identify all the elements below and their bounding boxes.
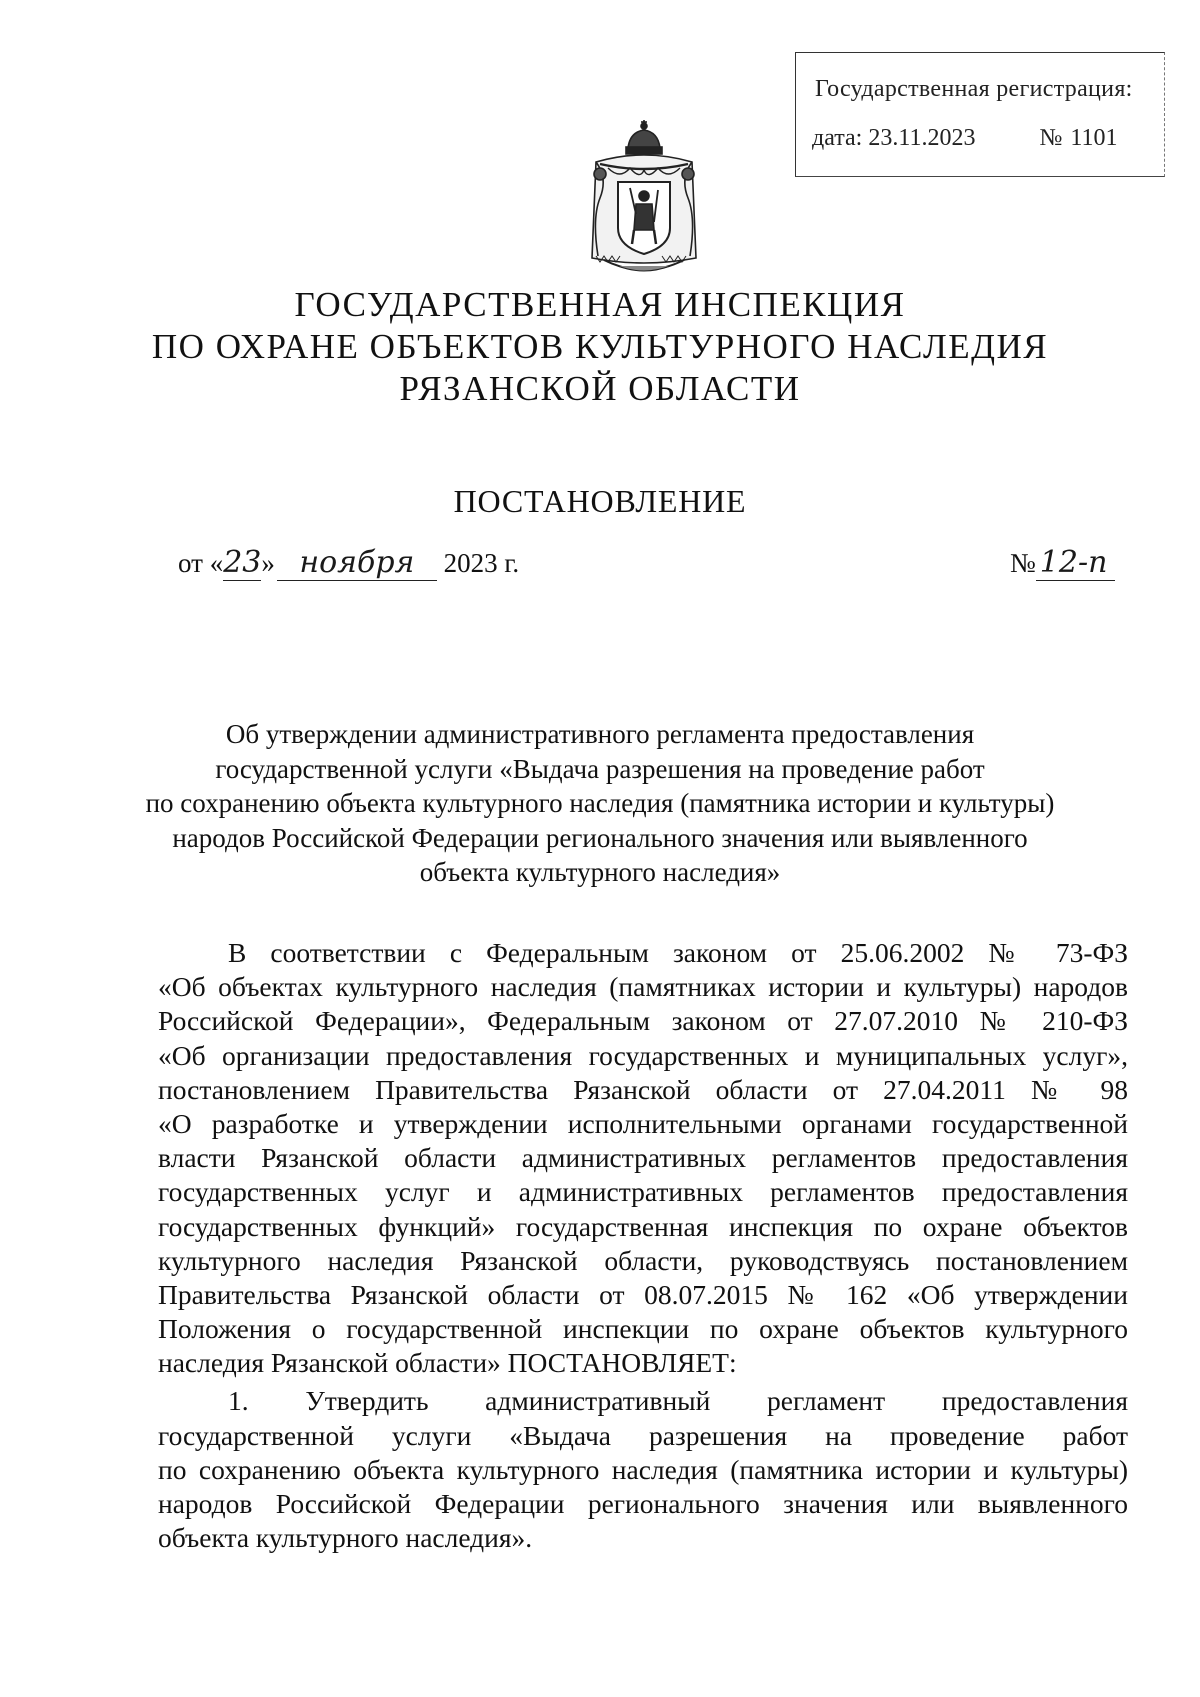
body-line: В соответствии с Федеральным законом от 25.06.2002 № 73-ФЗ [228, 937, 1128, 968]
organization-title-line-2: ПО ОХРАНЕ ОБЪЕКТОВ КУЛЬТУРНОГО НАСЛЕДИЯ [151, 327, 1049, 366]
document-number-handwritten: 12-п [1036, 545, 1115, 581]
registration-number-label: № [1039, 125, 1063, 151]
date-year: 2023 г. [443, 548, 520, 578]
registration-details [812, 125, 1117, 152]
subject-line: государственной услуги «Выдача разрешения на проведение работ [215, 753, 985, 784]
body-line: государственных функций» государственная инспекция по охране объектов [158, 1210, 1128, 1242]
registration-title: Государственная регистрация: [815, 76, 1133, 102]
date-month-handwritten: ноября [277, 545, 437, 581]
document-number [1010, 545, 1115, 581]
subject-line: по сохранению объекта культурного наследия (памятника истории и культуры) [145, 788, 1055, 818]
subject-line: объекта культурного наследия» [419, 857, 781, 887]
organization-title-line-3: РЯЗАНСКОЙ ОБЛАСТИ [399, 369, 801, 408]
body-line: объекта культурного наследия». [158, 1522, 533, 1554]
body-line: Российской Федерации», Федеральным законом от 27.07.2010 № 210-ФЗ [158, 1005, 1128, 1037]
registration-stamp [795, 52, 1165, 177]
body-line: Правительства Рязанской области от 08.07.2015 № 162 «Об утверждении [158, 1278, 1128, 1310]
registration-date-value: 23.11.2023 [868, 125, 976, 151]
body-line: государственных услуг и административных регламентов предоставления [158, 1176, 1128, 1208]
organization-title [0, 284, 1200, 410]
body-line: власти Рязанской области административных регламентов предоставления [158, 1142, 1128, 1174]
body-line: культурного наследия Рязанской области, руководствуясь постановлением [158, 1244, 1128, 1276]
body-line: постановлением Правительства Рязанской области от 27.04.2011 № 98 [158, 1073, 1128, 1105]
body-line: «Об объектах культурного наследия (памятниках истории и культуры) народов [158, 971, 1128, 1003]
body-line: Положения о государственной инспекции по охране объектов культурного [158, 1313, 1128, 1345]
coat-of-arms-emblem [578, 118, 710, 280]
subject-line: народов Российской Федерации регионального значения или выявленного [172, 822, 1028, 853]
registration-date-label: дата: [812, 125, 863, 151]
document-number-prefix: № [1010, 548, 1036, 578]
document-subject [140, 717, 1060, 890]
document-type: ПОСТАНОВЛЕНИЕ [453, 483, 747, 519]
document-date [178, 545, 519, 581]
subject-line: Об утверждении административного регламента предоставления [225, 719, 975, 749]
body-line: наследия Рязанской области» ПОСТАНОВЛЯЕТ: [158, 1347, 737, 1379]
document-body [158, 936, 1128, 1555]
date-prefix: от « [178, 548, 224, 578]
body-line: государственной услуги «Выдача разрешения на проведение работ [158, 1419, 1128, 1451]
registration-number-value: 1101 [1070, 125, 1118, 151]
body-line: 1. Утвердить административный регламент предоставления [228, 1385, 1128, 1417]
body-line: народов Российской Федерации регионального значения или выявленного [158, 1488, 1128, 1519]
date-close-quote: » [261, 548, 275, 578]
body-line: «Об организации предоставления государственных и муниципальных услуг», [158, 1039, 1128, 1071]
body-line: «О разработке и утверждении исполнительными органами государственной [158, 1107, 1128, 1139]
body-line: по сохранению объекта культурного наследия (памятника истории и культуры) [158, 1453, 1128, 1485]
organization-title-line-1: ГОСУДАРСТВЕННАЯ ИНСПЕКЦИЯ [294, 285, 906, 324]
date-day-handwritten: 23 [223, 545, 262, 580]
